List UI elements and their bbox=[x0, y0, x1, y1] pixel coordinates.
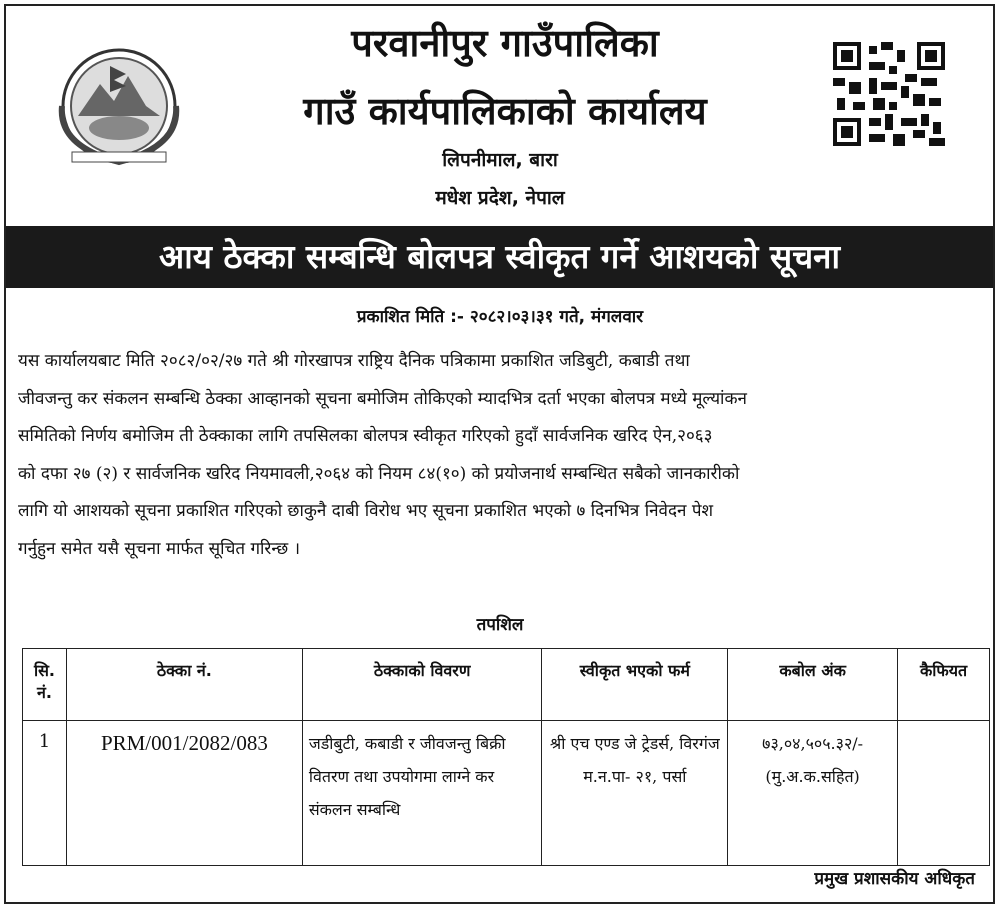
table-row bbox=[23, 721, 990, 866]
schedule-heading: तपशिल bbox=[476, 615, 524, 635]
notice-headline: आय ठेक्का सम्बन्धि बोलपत्र स्वीकृत गर्ने आशयको सूचना bbox=[6, 226, 993, 288]
body-line: जीवजन्तु कर संकलन सम्बन्धि ठेक्का आव्हानको सूचना बमोजिम तोकिएको म्यादभित्र दर्ता भएका बोलपत्र मध्ये मूल्यांकन bbox=[18, 388, 747, 409]
cell-amount bbox=[728, 721, 898, 866]
address-line-2: मधेश प्रदेश, नेपाल bbox=[435, 187, 565, 209]
cell-contract-no: PRM/001/2082/083 bbox=[66, 721, 302, 866]
body-line: यस कार्यालयबाट मिति २०८२/०२/२७ गते श्री गोरखापत्र राष्ट्रिय दैनिक पत्रिकामा प्रकाशित जडिबुटी, कबाडी तथा bbox=[18, 351, 690, 371]
col-contract-no: ठेक्का नं. bbox=[66, 649, 302, 721]
cell-sn: 1 bbox=[23, 721, 67, 866]
office-title: गाउँ कार्यपालिकाको कार्यालय bbox=[303, 89, 707, 133]
cell-description: जडीबुटी, कबाडी र जीवजन्तु बिक्री वितरण तथा उपयोगमा लाग्ने कर संकलन सम्बन्धि bbox=[302, 721, 542, 866]
amount-note: (मु.अ.क.सहित) bbox=[765, 767, 860, 786]
nepal-emblem-icon bbox=[48, 46, 190, 170]
cell-firm: श्री एच एण्ड जे ट्रेडर्स, विरगंज म.न.पा- २१, पर्सा bbox=[542, 721, 728, 866]
qr-code-icon bbox=[833, 42, 945, 146]
body-line: लागि यो आशयको सूचना प्रकाशित गरिएको छाकुनै दाबी विरोध भए सूचना प्रकाशित भएको ७ दिनभित्र निवेदन पेश bbox=[18, 501, 714, 521]
col-description: ठेक्काको विवरण bbox=[302, 649, 542, 721]
body-line: गर्नुहुन समेत यसै सूचना मार्फत सूचित गरिन्छ । bbox=[18, 538, 301, 559]
table-header-row bbox=[23, 649, 990, 721]
notice-body bbox=[18, 343, 984, 568]
address-line-1: लिपनीमाल, बारा bbox=[442, 149, 558, 171]
signature-title: प्रमुख प्रशासकीय अधिकृत bbox=[814, 869, 975, 889]
municipality-title: परवानीपुर गाउँपालिका bbox=[351, 21, 659, 65]
cell-remarks bbox=[898, 721, 990, 866]
col-remarks: कैफियत bbox=[898, 649, 990, 721]
col-amount: कबोल अंक bbox=[728, 649, 898, 721]
col-firm: स्वीकृत भएको फर्म bbox=[542, 649, 728, 721]
body-line: को दफा २७ (२) र सार्वजनिक खरिद नियमावली,२०६४ को नियम ८४(१०) को प्रयोजनार्थ सम्बन्धित सबैको जानकारीको bbox=[18, 463, 740, 484]
amount-value: ७३,०४,५०५.३२/- bbox=[762, 734, 864, 753]
schedule-table bbox=[22, 648, 990, 866]
col-sn: सि. नं. bbox=[23, 649, 67, 721]
published-date: प्रकाशित मिति :- २०८२।०३।३१ गते, मंगलवार bbox=[356, 307, 644, 327]
body-line: समितिको निर्णय बमोजिम ती ठेक्काका लागि तपसिलका बोलपत्र स्वीकृत गरिएको हुदाँ सार्वजनिक खरिद ऐन,२०६३ bbox=[18, 426, 713, 446]
